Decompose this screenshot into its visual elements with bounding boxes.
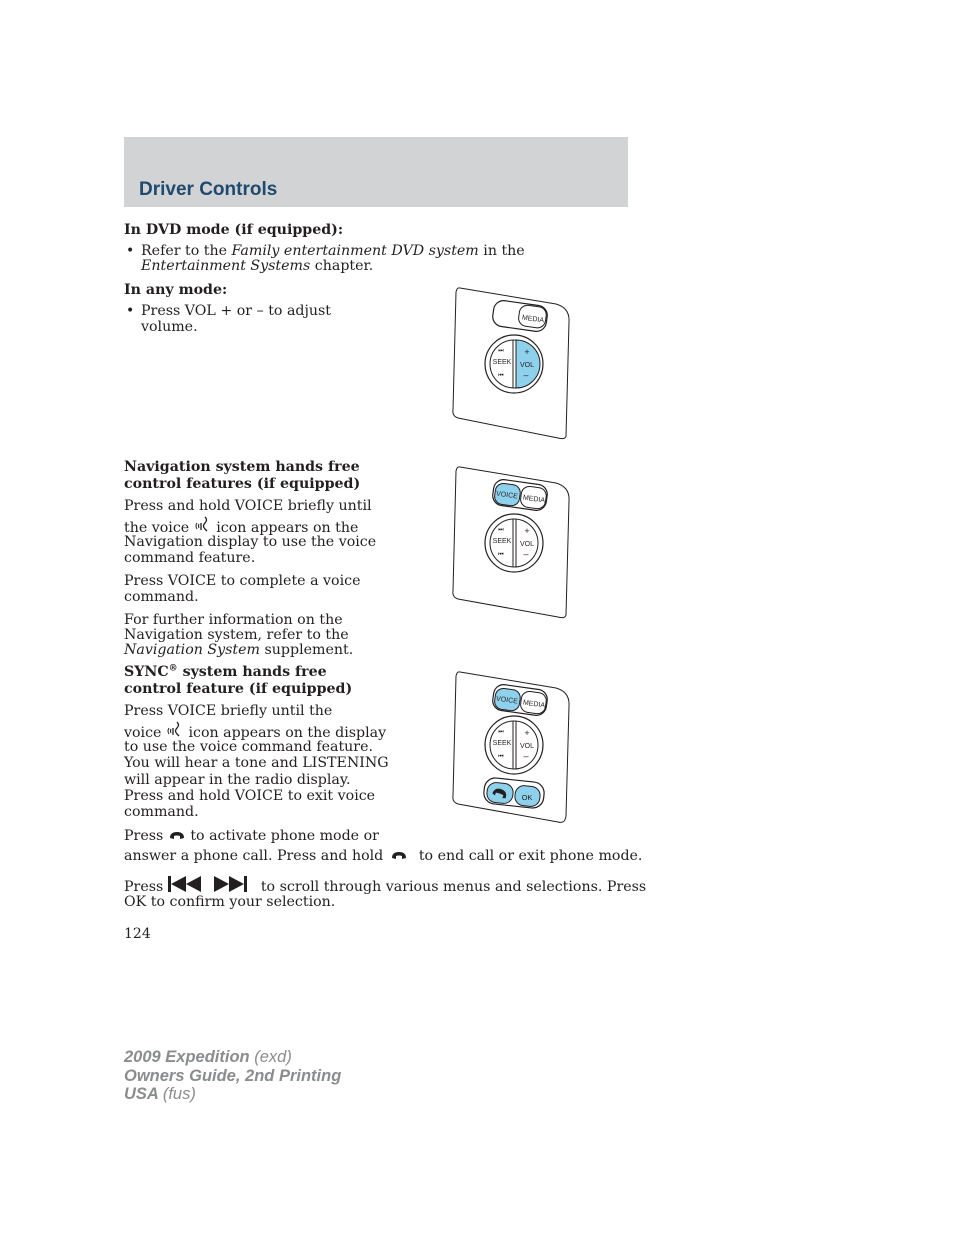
voice-label: VOICE bbox=[495, 695, 519, 706]
media-label: MEDIA bbox=[522, 494, 546, 505]
any-mode-bullet-line1: Press VOL + or – to adjust bbox=[141, 303, 332, 319]
footer-line2: Owners Guide, 2nd Printing bbox=[124, 1067, 342, 1085]
seek-back-icon bbox=[168, 876, 201, 892]
sync-p1-line2: voice icon appears on the display bbox=[124, 721, 386, 741]
svg-text:⏭: ⏭ bbox=[498, 728, 504, 735]
nav-p1-line1: Press and hold VOICE briefly until bbox=[124, 498, 372, 514]
nav-p2-line1: Press VOICE to complete a voice bbox=[124, 573, 361, 589]
sync-heading-line2: control feature (if equipped) bbox=[124, 681, 353, 697]
nav-p1-line3: Navigation display to use the voice bbox=[124, 534, 377, 550]
vol-minus: – bbox=[523, 370, 529, 380]
dvd-bullet-line1: Refer to the Family entertainment DVD system in the bbox=[141, 243, 525, 259]
sync-p2-line1: Press to activate phone mode or bbox=[124, 828, 379, 844]
sync-p2-line2: answer a phone call. Press and hold to end call or exit phone mode. bbox=[124, 848, 643, 864]
bullet-dot: • bbox=[126, 303, 135, 319]
media-label: MEDIA bbox=[522, 699, 546, 710]
page-number: 124 bbox=[124, 926, 151, 942]
dvd-heading: In DVD mode (if equipped): bbox=[124, 222, 344, 238]
footer-line1: 2009 Expedition (exd) bbox=[124, 1048, 292, 1066]
sync-p3-line2: OK to confirm your selection. bbox=[124, 894, 336, 910]
sync-heading-line1: SYNC® system hands free bbox=[124, 663, 327, 680]
vol-label: VOL bbox=[519, 541, 535, 548]
sync-p3-line1: Press to scroll through various menus and selections. Press bbox=[124, 875, 646, 895]
nav-heading-line1: Navigation system hands free bbox=[124, 459, 360, 475]
voice-icon bbox=[194, 516, 212, 534]
nav-p3-line2: Navigation system, refer to the bbox=[124, 627, 349, 643]
sync-p1-line4: You will hear a tone and LISTENING bbox=[124, 755, 389, 771]
page-title: Driver Controls bbox=[139, 179, 278, 200]
seek-forward-icon bbox=[214, 876, 247, 892]
voice-label: VOICE bbox=[495, 490, 519, 501]
vol-plus: + bbox=[524, 526, 530, 536]
seek-label: SEEK bbox=[492, 538, 512, 545]
ok-label: OK bbox=[521, 793, 533, 802]
voice-icon bbox=[166, 721, 184, 739]
footer-line3: USA (fus) bbox=[124, 1085, 196, 1103]
sync-p1-line7: command. bbox=[124, 804, 199, 820]
svg-text:⏮: ⏮ bbox=[498, 753, 504, 760]
dvd-bullet-line2: Entertainment Systems chapter. bbox=[141, 258, 374, 274]
sync-p1-line1: Press VOICE briefly until the bbox=[124, 703, 333, 719]
vol-plus: + bbox=[524, 347, 530, 357]
seek-label: SEEK bbox=[492, 359, 512, 366]
any-mode-bullet-line2: volume. bbox=[141, 319, 198, 335]
phone-icon bbox=[168, 830, 186, 842]
vol-label: VOL bbox=[519, 743, 535, 750]
bullet-dot: • bbox=[126, 243, 135, 259]
nav-p3-line3: Navigation System supplement. bbox=[124, 642, 354, 658]
vol-plus: + bbox=[524, 728, 530, 738]
nav-p1-line4: command feature. bbox=[124, 550, 256, 566]
vol-minus: – bbox=[523, 751, 529, 761]
any-mode-heading: In any mode: bbox=[124, 282, 228, 298]
steering-controls-sync-figure bbox=[448, 668, 578, 828]
nav-heading-line2: control features (if equipped) bbox=[124, 476, 361, 492]
seek-label: SEEK bbox=[492, 740, 512, 747]
vol-minus: – bbox=[523, 549, 529, 559]
nav-p2-line2: command. bbox=[124, 589, 199, 605]
sync-p1-line6: Press and hold VOICE to exit voice bbox=[124, 788, 376, 804]
svg-text:⏮: ⏮ bbox=[498, 372, 504, 379]
nav-p1-line2: the voice icon appears on the bbox=[124, 516, 358, 536]
vol-label: VOL bbox=[519, 362, 535, 369]
svg-text:⏭: ⏭ bbox=[498, 526, 504, 533]
nav-p3-line1: For further information on the bbox=[124, 612, 343, 628]
svg-text:⏭: ⏭ bbox=[498, 347, 504, 354]
sync-p1-line3: to use the voice command feature. bbox=[124, 739, 373, 755]
media-label: MEDIA bbox=[521, 314, 545, 325]
sync-p1-line5: will appear in the radio display. bbox=[124, 772, 351, 788]
seek-arrows-icon bbox=[168, 875, 252, 893]
steering-controls-voice-figure bbox=[448, 463, 578, 623]
phone-icon bbox=[388, 850, 410, 862]
steering-controls-vol-figure bbox=[448, 284, 578, 442]
svg-text:⏮: ⏮ bbox=[498, 551, 504, 558]
